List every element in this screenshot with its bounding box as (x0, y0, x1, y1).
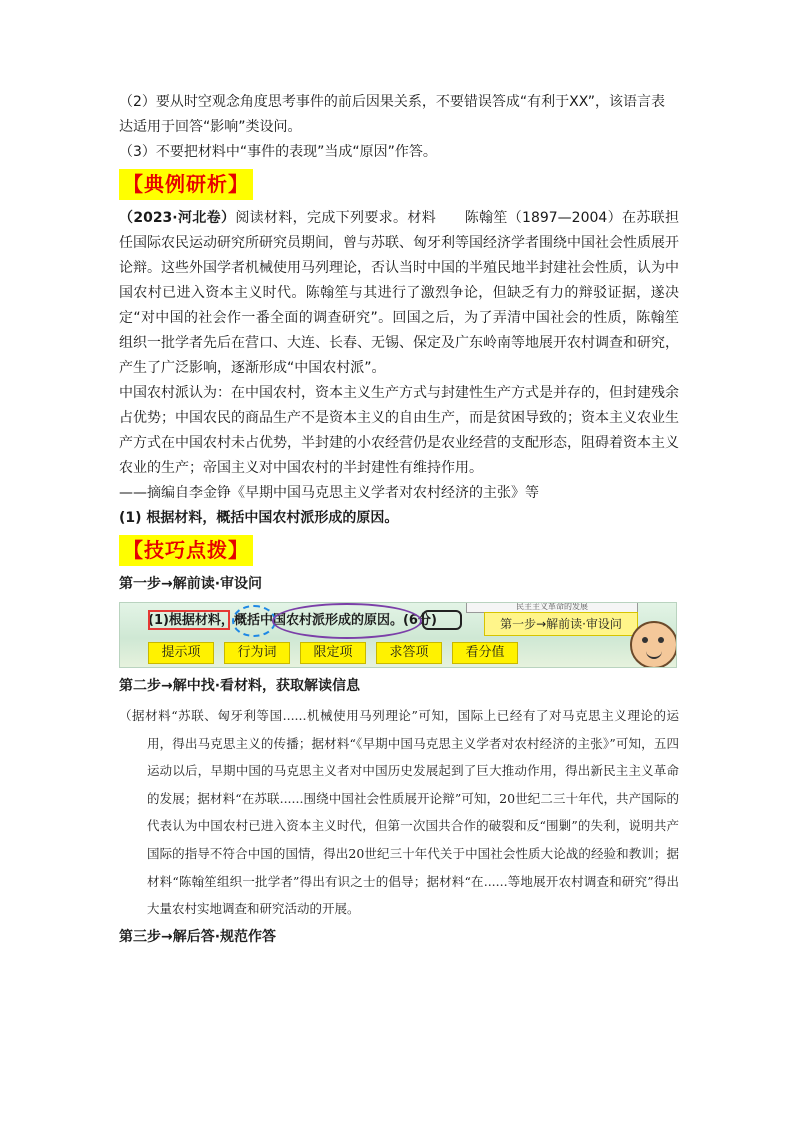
chip-restriction: 限定项 (300, 642, 366, 664)
chip-answer-item: 求答项 (376, 642, 442, 664)
example-question: (1) 根据材料，概括中国农村派形成的原因。 (119, 510, 399, 526)
example-para-2: 中国农村派认为：在中国农村，资本主义生产方式与封建性生产方式是并存的，但封建残余占优势；中国农民的商品生产不是资本主义的自由生产，而是贫困导致的；资本主义农业生产方式在中国农村未占优势，半封建的小农经营仍是农业经营的支配形态，阻碍着资本主义农业的生产；帝国主义对中国农村的半封建性有维持作用。 (119, 385, 679, 476)
section-title-tips: 【技巧点拨】 (119, 535, 253, 566)
figure-q-object: 中国农村派形成的原因。 (259, 613, 403, 628)
section-title-example: 【典例研析】 (119, 169, 253, 200)
example-citation: ——摘编自李金铮《早期中国马克思主义学者对农村经济的主张》等 (119, 485, 539, 501)
figure-q-score: (6分) (402, 613, 437, 628)
document-page (119, 90, 679, 949)
step-2-analysis: （据材料“苏联、匈牙利等国......机械使用马列理论”可知，国际上已经有了对马克思主义理论的运用，得出马克思主义的传播；据材料“《早期中国马克思主义学者对农村经济的主张》”可知，五四运动以后，早期中国的马克思主义者对中国历史发展起到了巨大推动作用，得出新民主主义革命的发展；据材料“在苏联......围绕中国社会性质展开论辩”可知，20世纪二三十年代，共产国际的代表认为中国农村已进入资本主义时代，但第一次国共合作的破裂和反“围剿”的失利，说明共产国际的指导不符合中国的国情，得出20世纪三十年代关于中国社会性质大论战的经验和教训；据材料“陈翰笙组织一批学者”得出有识之士的倡导；据材料“在......等地展开农村调查和研究”得出大量农村实地调查和研究活动的开展。 (119, 708, 679, 917)
figure-q-verb: 概括 (233, 613, 260, 628)
prompt-highlight-box (148, 610, 230, 630)
chip-score: 看分值 (452, 642, 518, 664)
tip-3: （3）不要把材料中“事件的表现”当成“原因”作答。 (119, 144, 437, 160)
verb-highlight-oval (232, 605, 276, 637)
step-3-title: 第三步→解后答·规范作答 (119, 928, 277, 945)
mascot-icon (630, 621, 677, 668)
chip-action-word: 行为词 (224, 642, 290, 664)
score-highlight-box (422, 610, 462, 630)
figure-q-prompt: (1)根据材料， (148, 613, 234, 628)
chip-prompt-item: 提示项 (148, 642, 214, 664)
example-material (119, 206, 679, 381)
tip-2: （2）要从时空观念角度思考事件的前后因果关系，不要错误答成“有利于XX”，该语言表达适用于回答“影响”类设问。 (119, 94, 666, 135)
step-2-title: 第二步→解中找·看材料，获取解读信息 (119, 678, 361, 694)
object-highlight-oval (272, 603, 422, 639)
example-source: （2023·河北卷） (119, 210, 236, 226)
question-analysis-figure (119, 602, 677, 668)
figure-step-tag: 第一步→解前读·审设问 (484, 612, 638, 636)
figure-top-strip: 民主主义革命的发展 (466, 602, 638, 613)
example-para-1: 阅读材料，完成下列要求。材料 陈翰笙（1897—2004）在苏联担任国际农民运动研究所研究员期间，曾与苏联、匈牙利等国经济学者围绕中国社会性质展开论辩。这些外国学者机械使用马列理论，否认当时中国的半殖民地半封建社会性质，认为中国农村已进入资本主义时代。陈翰笙与其进行了激烈争论，但缺乏有力的辩驳证据，遂决定“对中国的社会作一番全面的调查研究”。回国之后，为了弄清中国社会的性质，陈翰笙组织一批学者先后在营口、大连、长春、无锡、保定及广东岭南等地展开农村调查和研究，产生了广泛影响，逐渐形成“中国农村派”。 (119, 210, 679, 376)
step-1-title: 第一步→解前读·审设问 (119, 576, 263, 592)
